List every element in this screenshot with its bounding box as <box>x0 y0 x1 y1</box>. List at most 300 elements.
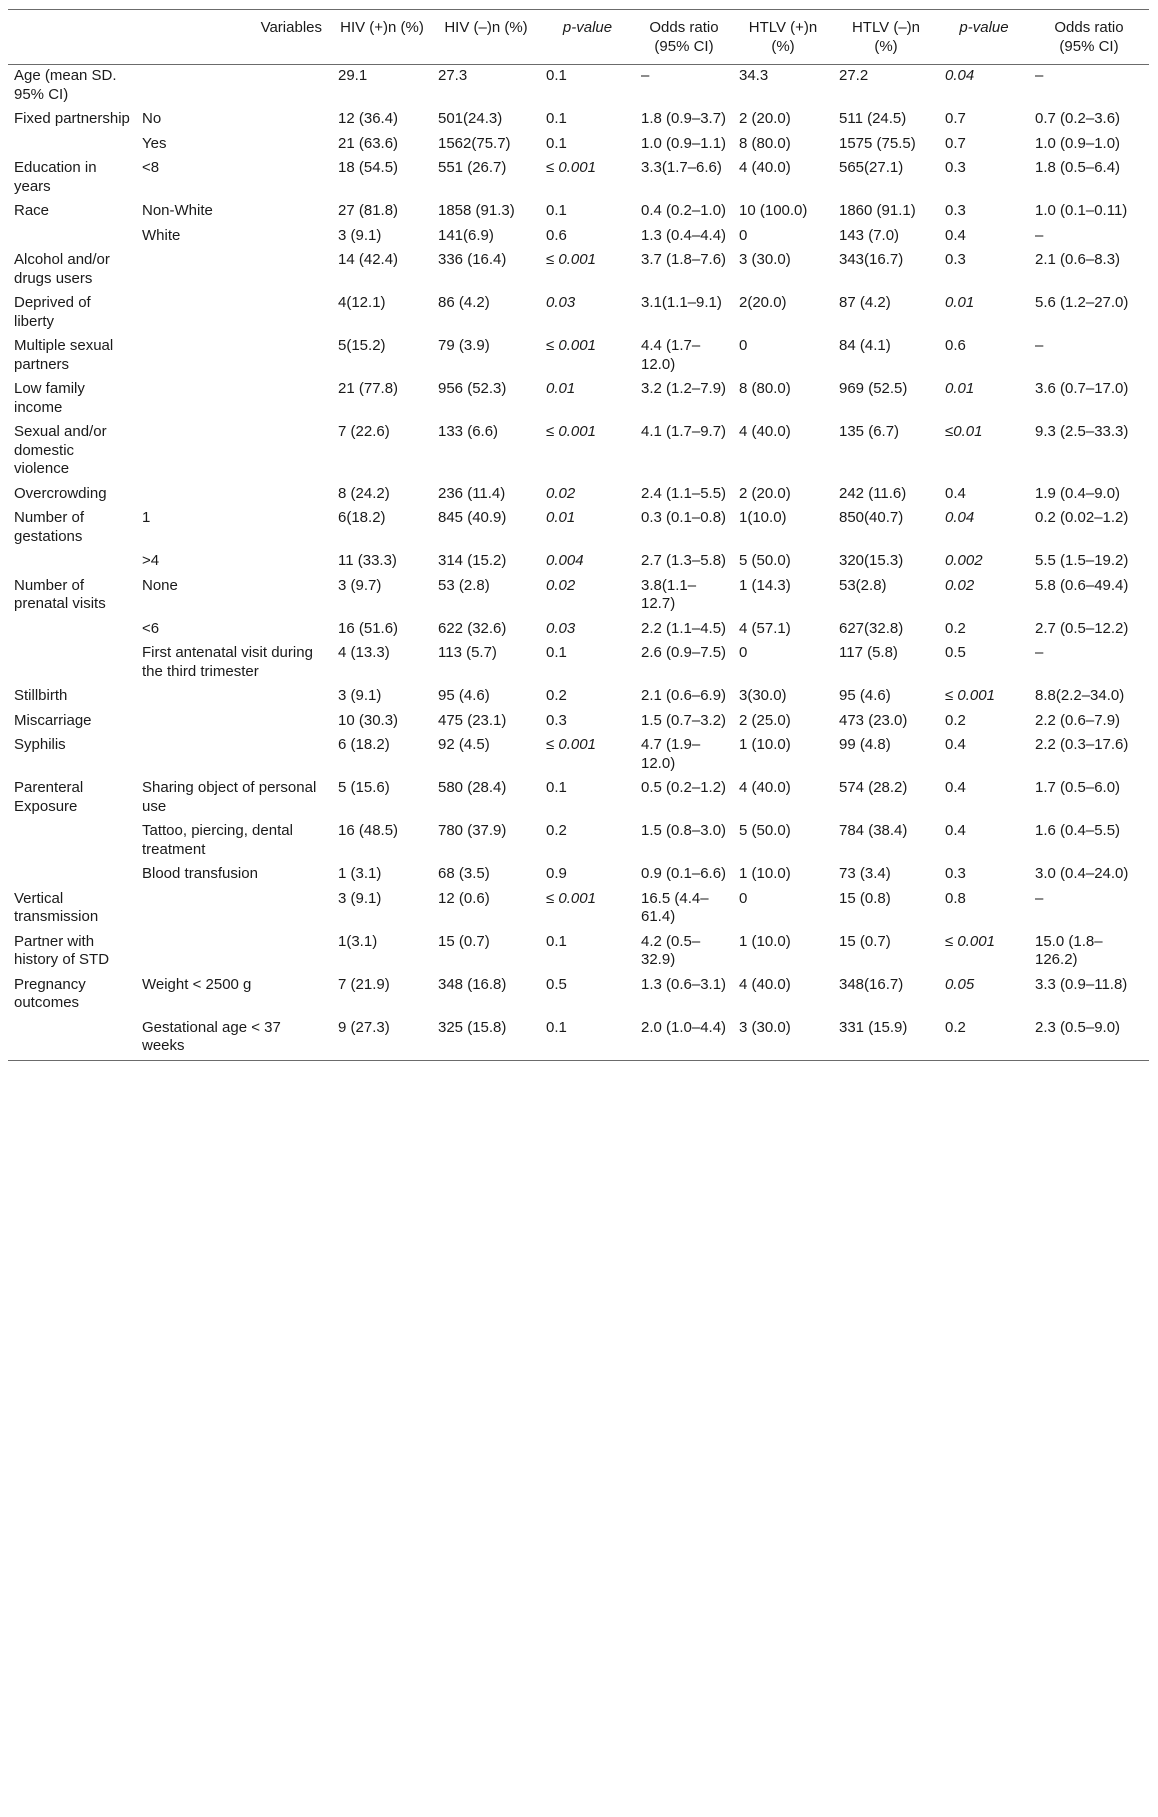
cell-hiv-positive: 4 (13.3) <box>338 644 390 661</box>
cell-pvalue-2: 0.4 <box>945 779 966 796</box>
cell-variable <box>8 1017 136 1061</box>
table-row <box>8 421 1149 483</box>
table-row <box>8 225 1149 250</box>
cell-hiv-negative: 68 (3.5) <box>438 865 490 882</box>
cell-variable: Stillbirth <box>14 687 68 704</box>
cell-pvalue: 0.2 <box>546 687 567 704</box>
cell-variable <box>8 133 136 158</box>
cell-hiv-negative: 15 (0.7) <box>438 932 490 950</box>
cell-odds-ratio: 2.4 (1.1–5.5) <box>641 484 727 502</box>
cell-odds-ratio-2: – <box>1035 67 1044 84</box>
cell-hiv-positive: 27 (81.8) <box>338 202 399 219</box>
cell-odds-ratio: 0.9 (0.1–6.6) <box>641 865 727 882</box>
cell-odds-ratio: 3.1(1.1–9.1) <box>641 294 722 311</box>
cell-pvalue-2: 0.002 <box>945 552 983 569</box>
cell-hiv-negative: 133 (6.6) <box>438 423 499 440</box>
cell-hiv-positive: 10 (30.3) <box>338 711 399 729</box>
cell-hiv-negative: 580 (28.4) <box>438 779 507 796</box>
cell-odds-ratio-2: 1.0 (0.9–1.0) <box>1035 134 1121 152</box>
cell-pvalue: 0.5 <box>546 975 567 993</box>
cell-pvalue-2: ≤ 0.001 <box>945 932 995 950</box>
cell-category <box>136 249 332 292</box>
cell-pvalue: 0.03 <box>546 294 576 311</box>
cell-variable: Education in years <box>14 159 97 195</box>
cell-variable: Alcohol and/or drugs users <box>14 251 110 287</box>
cell-odds-ratio: 3.7 (1.8–7.6) <box>641 251 727 268</box>
cell-hiv-positive: 21 (63.6) <box>338 134 399 152</box>
cell-hiv-negative: 325 (15.8) <box>438 1018 507 1036</box>
table-row <box>8 618 1149 643</box>
cell-htlv-negative: 73 (3.4) <box>839 865 891 882</box>
cell-odds-ratio-2: 5.5 (1.5–19.2) <box>1035 552 1129 569</box>
cell-pvalue-2: 0.7 <box>945 134 966 152</box>
cell-category: Weight < 2500 g <box>142 975 252 993</box>
cell-odds-ratio-2: 2.2 (0.6–7.9) <box>1035 711 1121 729</box>
cell-htlv-negative: 473 (23.0) <box>839 711 908 729</box>
header-pvalue-2: p-value <box>959 19 1009 36</box>
cell-variable: Multiple sexual partners <box>14 337 114 373</box>
cell-pvalue: 0.01 <box>546 380 576 397</box>
header-pvalue: p-value <box>562 19 613 36</box>
cell-pvalue: ≤ 0.001 <box>546 337 596 354</box>
cell-odds-ratio-2: – <box>1035 889 1044 907</box>
cell-hiv-negative: 113 (5.7) <box>438 644 497 661</box>
table-row <box>8 777 1149 820</box>
cell-htlv-negative: 784 (38.4) <box>839 822 908 839</box>
table-header <box>8 10 1149 65</box>
cell-hiv-positive: 11 (33.3) <box>338 552 397 569</box>
cell-hiv-negative: 236 (11.4) <box>438 484 506 502</box>
cell-htlv-positive: 4 (40.0) <box>739 779 791 796</box>
cell-odds-ratio: 1.3 (0.4–4.4) <box>641 226 727 244</box>
cell-pvalue-2: 0.6 <box>945 337 966 354</box>
cell-hiv-positive: 7 (22.6) <box>338 423 390 440</box>
cell-hiv-negative: 551 (26.7) <box>438 159 507 176</box>
cell-odds-ratio-2: 2.7 (0.5–12.2) <box>1035 619 1129 637</box>
cell-pvalue: 0.1 <box>546 1018 567 1036</box>
cell-hiv-positive: 3 (9.7) <box>338 576 382 594</box>
cell-pvalue-2: 0.3 <box>945 251 966 268</box>
cell-hiv-positive: 9 (27.3) <box>338 1018 390 1036</box>
cell-odds-ratio: 1.0 (0.9–1.1) <box>641 134 727 152</box>
cell-odds-ratio: 4.4 (1.7–12.0) <box>641 337 701 373</box>
cell-htlv-negative: 348(16.7) <box>839 975 904 993</box>
cell-pvalue-2: 0.3 <box>945 159 966 176</box>
cell-pvalue-2: 0.4 <box>945 484 966 502</box>
cell-hiv-positive: 6 (18.2) <box>338 736 390 753</box>
cell-hiv-negative: 53 (2.8) <box>438 576 490 594</box>
header-hiv-positive-text: HIV (+)n (%) <box>340 19 424 36</box>
cell-htlv-negative: 1575 (75.5) <box>839 134 916 152</box>
cell-pvalue-2: 0.4 <box>945 736 966 753</box>
cell-odds-ratio: 2.0 (1.0–4.4) <box>641 1018 727 1036</box>
cell-htlv-negative: 565(27.1) <box>839 159 904 176</box>
cell-hiv-negative: 336 (16.4) <box>438 251 507 268</box>
cell-pvalue: 0.3 <box>546 711 567 729</box>
cell-htlv-negative: 53(2.8) <box>839 576 887 594</box>
cell-pvalue: 0.1 <box>546 932 567 950</box>
cell-variable <box>8 618 136 643</box>
table-row <box>8 685 1149 710</box>
cell-htlv-negative: 99 (4.8) <box>839 736 891 753</box>
header-hiv-negative-text: HIV (–)n (%) <box>444 19 528 36</box>
cell-hiv-positive: 18 (54.5) <box>338 159 399 176</box>
cell-category: 1 <box>142 509 151 526</box>
cell-odds-ratio: 16.5 (4.4–61.4) <box>641 889 709 925</box>
cell-htlv-positive: 2(20.0) <box>739 294 787 311</box>
cell-htlv-negative: 15 (0.8) <box>839 889 891 907</box>
table-row <box>8 710 1149 735</box>
cell-odds-ratio-2: 1.6 (0.4–5.5) <box>1035 822 1121 839</box>
cell-odds-ratio: 4.2 (0.5–32.9) <box>641 932 701 968</box>
header-variables: Variables <box>260 19 322 36</box>
cell-hiv-negative: 86 (4.2) <box>438 294 490 311</box>
cell-hiv-negative: 622 (32.6) <box>438 619 507 637</box>
cell-category: Blood transfusion <box>142 865 258 882</box>
cell-odds-ratio: 1.3 (0.6–3.1) <box>641 975 727 993</box>
cell-hiv-positive: 14 (42.4) <box>338 251 399 268</box>
cell-odds-ratio-2: 0.2 (0.02–1.2) <box>1035 509 1129 526</box>
cell-htlv-negative: 143 (7.0) <box>839 226 900 244</box>
table-row <box>8 575 1149 618</box>
cell-htlv-negative: 95 (4.6) <box>839 687 891 704</box>
cell-category <box>136 483 332 508</box>
cell-htlv-positive: 8 (80.0) <box>739 380 791 397</box>
cell-hiv-negative: 1858 (91.3) <box>438 202 515 219</box>
header-odds-ratio-2: Odds ratio (95% CI) <box>1054 19 1124 55</box>
cell-hiv-positive: 5(15.2) <box>338 337 386 354</box>
cell-odds-ratio: 2.6 (0.9–7.5) <box>641 644 727 661</box>
cell-htlv-positive: 4 (57.1) <box>739 619 791 637</box>
cell-htlv-negative: 969 (52.5) <box>839 380 908 397</box>
cell-pvalue: 0.02 <box>546 484 576 502</box>
table-row <box>8 108 1149 133</box>
cell-hiv-positive: 16 (48.5) <box>338 822 399 839</box>
cell-variable <box>8 550 136 575</box>
cell-odds-ratio: 2.1 (0.6–6.9) <box>641 687 727 704</box>
cell-htlv-positive: 34.3 <box>739 67 769 84</box>
table-row <box>8 378 1149 421</box>
cell-variable: Race <box>14 202 50 219</box>
cell-pvalue-2: 0.01 <box>945 380 975 397</box>
table-row <box>8 133 1149 158</box>
cell-htlv-negative: 15 (0.7) <box>839 932 891 950</box>
header-blank <box>8 10 136 65</box>
cell-variable: Miscarriage <box>14 711 92 729</box>
cell-odds-ratio: 1.5 (0.7–3.2) <box>641 711 727 729</box>
cell-category: <8 <box>142 159 160 176</box>
cell-hiv-positive: 21 (77.8) <box>338 380 399 397</box>
cell-pvalue: ≤ 0.001 <box>546 423 596 440</box>
cell-category: First antenatal visit during the third trimester <box>142 644 313 680</box>
cell-odds-ratio-2: 5.6 (1.2–27.0) <box>1035 294 1129 311</box>
cell-htlv-positive: 1 (10.0) <box>739 932 791 950</box>
cell-category <box>136 685 332 710</box>
cell-htlv-positive: 1 (14.3) <box>739 576 791 594</box>
cell-category: Tattoo, piercing, dental treatment <box>142 822 293 858</box>
cell-variable <box>8 225 136 250</box>
cell-hiv-positive: 6(18.2) <box>338 509 386 526</box>
cell-pvalue-2: 0.2 <box>945 1018 966 1036</box>
cell-odds-ratio-2: 3.0 (0.4–24.0) <box>1035 865 1129 882</box>
cell-htlv-positive: 3(30.0) <box>739 687 787 704</box>
table-row <box>8 249 1149 292</box>
cell-category <box>136 292 332 335</box>
cell-variable: Low family income <box>14 380 85 416</box>
cell-category <box>136 734 332 777</box>
cell-variable: Number of prenatal visits <box>14 576 106 612</box>
cell-odds-ratio-2: 1.7 (0.5–6.0) <box>1035 779 1121 796</box>
table-row <box>8 888 1149 931</box>
cell-pvalue: ≤ 0.001 <box>546 736 596 753</box>
cell-hiv-negative: 348 (16.8) <box>438 975 507 993</box>
cell-htlv-positive: 2 (20.0) <box>739 110 791 127</box>
header-htlv-negative: HTLV (–)n (%) <box>851 19 921 55</box>
cell-htlv-positive: 4 (40.0) <box>739 423 791 440</box>
cell-odds-ratio: 2.2 (1.1–4.5) <box>641 619 727 637</box>
cell-odds-ratio: 0.5 (0.2–1.2) <box>641 779 727 796</box>
cell-odds-ratio-2: 2.2 (0.3–17.6) <box>1035 736 1129 753</box>
cell-htlv-positive: 3 (30.0) <box>739 251 791 268</box>
cell-hiv-negative: 141(6.9) <box>438 226 494 244</box>
cell-hiv-positive: 4(12.1) <box>338 294 386 311</box>
cell-htlv-negative: 1860 (91.1) <box>839 202 916 219</box>
cell-htlv-positive: 1 (10.0) <box>739 865 791 882</box>
cell-odds-ratio-2: 5.8 (0.6–49.4) <box>1035 576 1129 594</box>
cell-pvalue: 0.004 <box>546 552 584 569</box>
cell-htlv-negative: 242 (11.6) <box>839 484 907 502</box>
cell-odds-ratio-2: – <box>1035 337 1044 354</box>
cell-pvalue-2: 0.2 <box>945 619 966 637</box>
cell-pvalue-2: 0.4 <box>945 822 966 839</box>
cell-htlv-positive: 0 <box>739 889 748 907</box>
cell-pvalue: 0.6 <box>546 226 567 244</box>
cell-pvalue: 0.2 <box>546 822 567 839</box>
cell-odds-ratio: 0.4 (0.2–1.0) <box>641 202 727 219</box>
cell-pvalue-2: 0.02 <box>945 576 975 594</box>
cell-hiv-negative: 79 (3.9) <box>438 337 490 354</box>
cell-hiv-positive: 1(3.1) <box>338 932 378 950</box>
cell-category <box>136 931 332 974</box>
cell-odds-ratio-2: 1.9 (0.4–9.0) <box>1035 484 1121 502</box>
cell-htlv-positive: 0 <box>739 226 748 244</box>
cell-odds-ratio: 3.2 (1.2–7.9) <box>641 380 727 397</box>
cell-hiv-positive: 3 (9.1) <box>338 687 382 704</box>
cell-htlv-positive: 1 (10.0) <box>739 736 791 753</box>
cell-hiv-negative: 845 (40.9) <box>438 509 507 526</box>
cell-pvalue-2: 0.04 <box>945 67 975 84</box>
cell-htlv-positive: 1(10.0) <box>739 509 787 526</box>
cell-odds-ratio: 0.3 (0.1–0.8) <box>641 509 727 526</box>
cell-pvalue: 0.1 <box>546 779 567 796</box>
cell-pvalue: 0.01 <box>546 509 576 526</box>
cell-htlv-negative: 117 (5.8) <box>839 644 898 661</box>
cell-category: None <box>142 576 178 594</box>
cell-htlv-positive: 5 (50.0) <box>739 552 791 569</box>
cell-odds-ratio: 4.7 (1.9–12.0) <box>641 736 701 772</box>
cell-htlv-negative: 850(40.7) <box>839 509 904 526</box>
cell-category: Sharing object of personal use <box>142 779 317 815</box>
cell-odds-ratio-2: 3.6 (0.7–17.0) <box>1035 380 1129 397</box>
cell-hiv-negative: 1562(75.7) <box>438 134 511 152</box>
cell-category <box>136 335 332 378</box>
table-row <box>8 157 1149 200</box>
cell-htlv-negative: 84 (4.1) <box>839 337 891 354</box>
cell-pvalue: 0.1 <box>546 644 567 661</box>
cell-htlv-positive: 8 (80.0) <box>739 134 791 152</box>
cell-variable: Fixed partnership <box>14 110 130 127</box>
cell-category: Gestational age < 37 weeks <box>142 1018 281 1054</box>
cell-pvalue: 0.1 <box>546 67 567 84</box>
cell-variable: Deprived of liberty <box>14 294 91 330</box>
cell-variable: Pregnancy outcomes <box>14 975 86 1011</box>
cell-pvalue-2: 0.4 <box>945 226 966 244</box>
cell-variable: Syphilis <box>14 736 66 753</box>
cell-hiv-negative: 956 (52.3) <box>438 380 507 397</box>
cell-hiv-positive: 5 (15.6) <box>338 779 390 796</box>
cell-htlv-positive: 2 (20.0) <box>739 484 791 502</box>
cell-htlv-negative: 331 (15.9) <box>839 1018 908 1036</box>
table-row <box>8 507 1149 550</box>
cell-htlv-negative: 87 (4.2) <box>839 294 891 311</box>
cell-category: >4 <box>142 552 160 569</box>
cell-pvalue: 0.1 <box>546 110 567 127</box>
table-body <box>8 65 1149 1061</box>
cell-category <box>136 378 332 421</box>
table-row <box>8 931 1149 974</box>
cell-category <box>136 421 332 483</box>
cell-hiv-positive: 1 (3.1) <box>338 865 382 882</box>
table-row <box>8 863 1149 888</box>
cell-htlv-positive: 0 <box>739 644 748 661</box>
cell-variable: Age (mean SD. 95% CI) <box>14 67 117 103</box>
cell-odds-ratio-2: 0.7 (0.2–3.6) <box>1035 110 1121 127</box>
cell-odds-ratio-2: 3.3 (0.9–11.8) <box>1035 975 1128 993</box>
table-row <box>8 483 1149 508</box>
cell-htlv-positive: 3 (30.0) <box>739 1018 791 1036</box>
cell-odds-ratio-2: – <box>1035 226 1044 244</box>
cell-pvalue-2: 0.3 <box>945 202 966 219</box>
table-row <box>8 1017 1149 1061</box>
cell-variable <box>8 820 136 863</box>
cell-pvalue-2: 0.5 <box>945 644 966 661</box>
cell-pvalue: 0.1 <box>546 202 567 219</box>
data-table <box>8 9 1149 1061</box>
cell-odds-ratio-2: 9.3 (2.5–33.3) <box>1035 423 1129 440</box>
cell-pvalue: ≤ 0.001 <box>546 889 596 907</box>
table-row <box>8 65 1149 109</box>
cell-variable: Overcrowding <box>14 484 107 502</box>
cell-variable: Parenteral Exposure <box>14 779 84 815</box>
cell-htlv-positive: 4 (40.0) <box>739 159 791 176</box>
cell-odds-ratio-2: 2.3 (0.5–9.0) <box>1035 1018 1121 1036</box>
header-hiv-positive <box>332 10 432 65</box>
cell-htlv-positive: 10 (100.0) <box>739 202 808 219</box>
cell-htlv-negative: 27.2 <box>839 67 869 84</box>
cell-hiv-negative: 92 (4.5) <box>438 736 490 753</box>
cell-hiv-negative: 95 (4.6) <box>438 687 490 704</box>
table-row <box>8 642 1149 685</box>
table-row <box>8 820 1149 863</box>
cell-category <box>136 710 332 735</box>
cell-odds-ratio: 1.8 (0.9–3.7) <box>641 110 727 127</box>
cell-odds-ratio: 3.8(1.1–12.7) <box>641 576 697 612</box>
cell-odds-ratio: 1.5 (0.8–3.0) <box>641 822 727 839</box>
cell-odds-ratio-2: 8.8(2.2–34.0) <box>1035 687 1125 704</box>
cell-pvalue-2: 0.3 <box>945 865 966 882</box>
cell-variable: Number of gestations <box>14 509 85 545</box>
cell-category: <6 <box>142 619 160 637</box>
cell-pvalue-2: 0.2 <box>945 711 966 729</box>
cell-hiv-positive: 7 (21.9) <box>338 975 390 993</box>
cell-pvalue: ≤ 0.001 <box>546 251 596 268</box>
table-row <box>8 734 1149 777</box>
cell-pvalue: 0.1 <box>546 134 567 152</box>
header-row <box>8 10 1149 65</box>
cell-odds-ratio-2: 2.1 (0.6–8.3) <box>1035 251 1121 268</box>
cell-pvalue-2: 0.8 <box>945 889 966 907</box>
cell-odds-ratio: 2.7 (1.3–5.8) <box>641 552 727 569</box>
header-htlv-positive: HTLV (+)n (%) <box>748 19 818 55</box>
cell-odds-ratio: 4.1 (1.7–9.7) <box>641 423 727 440</box>
cell-pvalue-2: 0.04 <box>945 509 975 526</box>
cell-pvalue-2: ≤ 0.001 <box>945 687 995 704</box>
cell-variable <box>8 863 136 888</box>
table-row <box>8 292 1149 335</box>
cell-pvalue-2: 0.05 <box>945 975 975 993</box>
cell-category: Non-White <box>142 202 213 219</box>
cell-htlv-negative: 343(16.7) <box>839 251 904 268</box>
cell-hiv-positive: 16 (51.6) <box>338 619 399 637</box>
cell-hiv-positive: 3 (9.1) <box>338 889 382 907</box>
cell-variable: Partner with history of STD <box>14 932 110 968</box>
cell-hiv-positive: 8 (24.2) <box>338 484 390 502</box>
cell-htlv-positive: 4 (40.0) <box>739 975 791 993</box>
cell-category: No <box>142 110 162 127</box>
cell-odds-ratio-2: 1.8 (0.5–6.4) <box>1035 159 1121 176</box>
table-row <box>8 550 1149 575</box>
cell-htlv-negative: 320(15.3) <box>839 552 904 569</box>
cell-hiv-negative: 475 (23.1) <box>438 711 507 729</box>
cell-pvalue-2: ≤0.01 <box>945 423 983 440</box>
cell-category: White <box>142 226 181 244</box>
cell-odds-ratio-2: – <box>1035 644 1044 661</box>
cell-hiv-positive: 29.1 <box>338 67 368 84</box>
cell-pvalue: 0.03 <box>546 619 576 637</box>
cell-hiv-negative: 27.3 <box>438 67 468 84</box>
cell-hiv-negative: 780 (37.9) <box>438 822 507 839</box>
cell-htlv-negative: 511 (24.5) <box>839 110 907 127</box>
cell-category: Yes <box>142 134 167 152</box>
cell-odds-ratio: – <box>641 67 650 84</box>
table-row <box>8 974 1149 1017</box>
table-row <box>8 335 1149 378</box>
cell-htlv-positive: 0 <box>739 337 748 354</box>
cell-odds-ratio: 3.3(1.7–6.6) <box>641 159 722 176</box>
cell-category <box>136 888 332 931</box>
cell-pvalue: 0.9 <box>546 865 567 882</box>
cell-hiv-positive: 3 (9.1) <box>338 226 382 244</box>
cell-hiv-negative: 314 (15.2) <box>438 552 507 569</box>
cell-hiv-negative: 501(24.3) <box>438 110 503 127</box>
cell-htlv-negative: 574 (28.2) <box>839 779 908 796</box>
cell-category <box>136 65 332 109</box>
cell-pvalue: 0.02 <box>546 576 576 594</box>
cell-variable: Vertical transmission <box>14 889 99 925</box>
cell-htlv-negative: 135 (6.7) <box>839 423 900 440</box>
cell-pvalue: ≤ 0.001 <box>546 159 596 176</box>
cell-htlv-positive: 5 (50.0) <box>739 822 791 839</box>
